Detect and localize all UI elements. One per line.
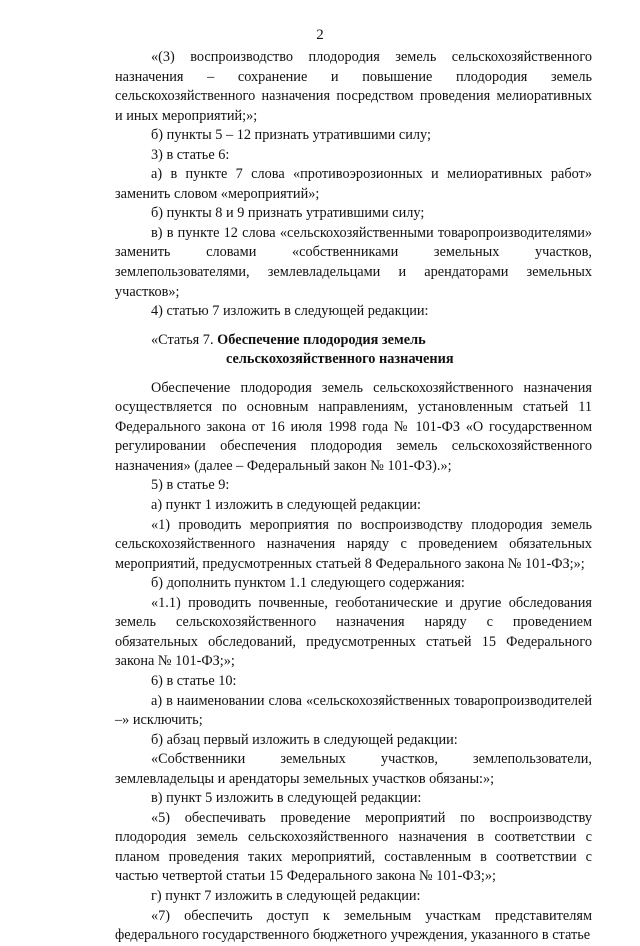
document-body [115,48,592,946]
paragraph: Обеспечение плодородия земель сельскохозяйственного назначения осуществляется по основным направлениям, установленным статьей 11 Федерального закона от 16 июля 1998 года № 101-ФЗ «О государственном регулировании обеспечения плодородия земель сельскохозяйственного назначения» (далее – Федеральный закон № 101-ФЗ).»; [115,379,592,474]
paragraph: а) в наименовании слова «сельскохозяйственных товаропроизводителей –» исключить; [115,692,592,729]
article-heading-title-line2: сельскохозяйственного назначения [226,351,454,368]
article-heading-title-line1: Обеспечение плодородия земель [217,331,426,348]
paragraph: «(3) воспроизводство плодородия земель сельскохозяйственного назначения – сохранение и повышение плодородия земель сельскохозяйственного назначения посредством проведения мелиоративных и иных мероприятий;»; [115,49,592,124]
paragraph: 5) в статье 9: [151,477,230,494]
paragraph: б) пункты 5 – 12 признать утратившими силу; [151,127,431,144]
paragraph: «1) проводить мероприятия по воспроизводству плодородия земель сельскохозяйственного назначения наряду с проведением обязательных мероприятий, предусмотренных статьей 8 Федерального закона № 101-ФЗ;»; [115,516,592,572]
paragraph: «Собственники земельных участков, землепользователи, землевладельцы и арендаторы земельных участков обязаны:»; [115,751,592,787]
paragraph: 4) статью 7 изложить в следующей редакции: [151,303,429,320]
paragraph: «5) обеспечивать проведение мероприятий по воспроизводству плодородия земель сельскохозяйственного назначения в соответствии с планом проведения таких мероприятий, составленным в соответствии с частью четвертой статьи 15 Федерального закона № 101-ФЗ;»; [115,809,592,885]
paragraph: «7) обеспечить доступ к земельным участкам представителям федерального государственного бюджетного учреждения, указанного в статье [115,907,592,944]
paragraph: 3) в статье 6: [151,146,230,163]
paragraph: б) дополнить пунктом 1.1 следующего содержания: [151,575,465,592]
page-number: 2 [316,27,324,43]
paragraph: 6) в статье 10: [151,672,237,689]
paragraph: а) в пункте 7 слова «противоэрозионных и мелиоративных работ» заменить словом «мероприятий»; [115,166,592,202]
paragraph: в) пункт 5 изложить в следующей редакции: [151,790,422,807]
paragraph: г) пункт 7 изложить в следующей редакции: [151,887,421,904]
article-heading [115,331,592,370]
paragraph: «1.1) проводить почвенные, геоботанические и другие обследования земель сельскохозяйственного назначения наряду с проведением обязательных обследований, предусмотренных статьей 15 Федерального закона № 101-ФЗ;»; [115,594,592,670]
article-heading-prefix: «Статья 7. [151,331,218,348]
paragraph: а) пункт 1 изложить в следующей редакции: [151,497,421,514]
paragraph: б) пункты 8 и 9 признать утратившими силу; [151,205,425,222]
paragraph: в) в пункте 12 слова «сельскохозяйственными товаропроизводителями» заменить словами «собственниками земельных участков, землепользователями, землевладельцами и арендаторами земельных участков»; [115,224,592,300]
paragraph: б) абзац первый изложить в следующей редакции: [151,731,458,748]
